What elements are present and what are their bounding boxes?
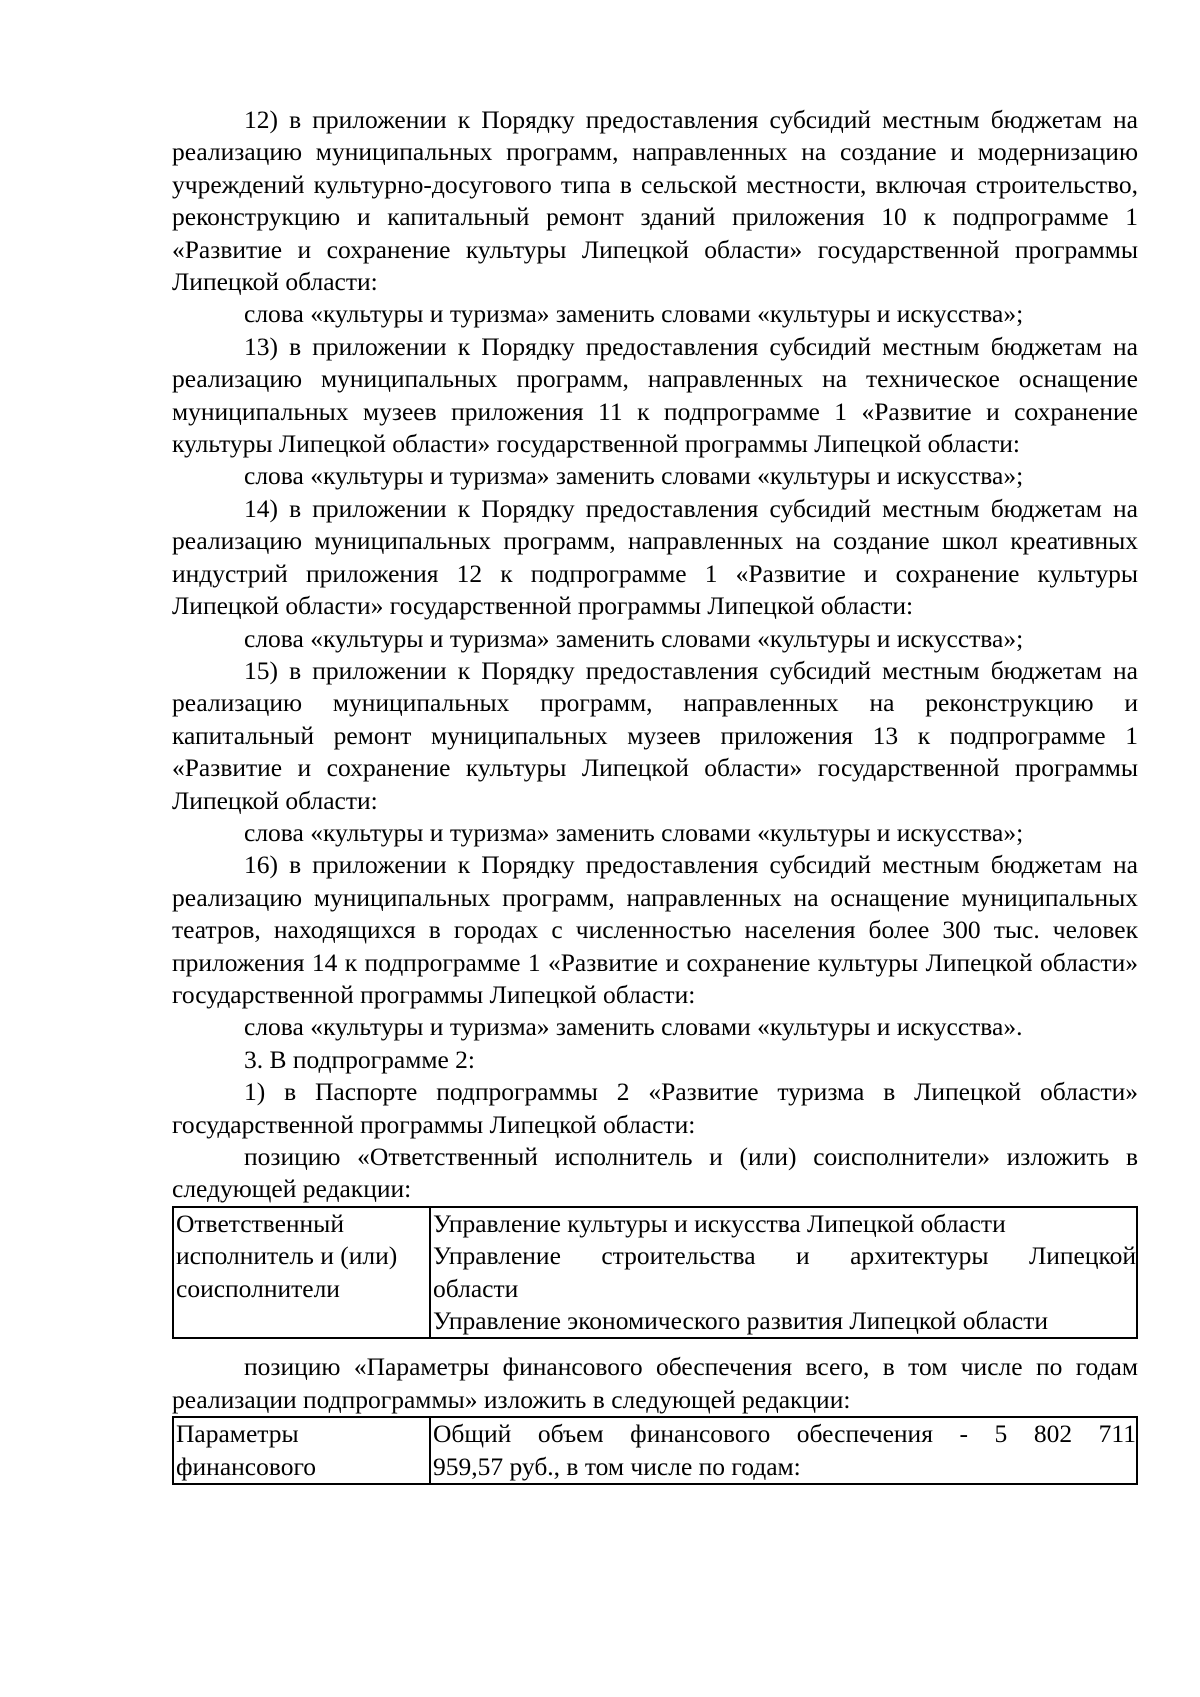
paragraph-section-3: 3. В подпрограмме 2: bbox=[244, 1044, 475, 1074]
cell-line: Управление экономического развития Липецкой области bbox=[433, 1306, 1049, 1336]
cell-line: области bbox=[433, 1273, 519, 1303]
table-row bbox=[173, 1417, 1137, 1484]
paragraph-item-12: 12) в приложении к Порядку предоставления субсидий местным бюджетам на реализацию муниципальных программ, направленных на создание и модернизацию учреждений культурно-досугового типа в сельской местности, включая строительство, реконструкцию и капитальный ремонт зданий приложения 10 к подпрограмме 1 «Развитие и сохранение культуры Липецкой области» государственной программы Липецкой области: bbox=[172, 105, 1138, 297]
cell-line: Управление культуры и искусства Липецкой области bbox=[433, 1208, 1006, 1238]
table-row bbox=[173, 1207, 1137, 1339]
financing-table bbox=[172, 1416, 1138, 1485]
table-cell-label bbox=[173, 1417, 430, 1484]
responsible-executor-table bbox=[172, 1206, 1138, 1340]
table-cell-value bbox=[430, 1207, 1137, 1339]
paragraph-subitem-1: 1) в Паспорте подпрограммы 2 «Развитие туризма в Липецкой области» государственной программы Липецкой области: bbox=[172, 1077, 1138, 1139]
spacer bbox=[172, 1339, 1138, 1351]
cell-line: финансового bbox=[176, 1451, 317, 1481]
paragraph-position-financing: позицию «Параметры финансового обеспечения всего, в том числе по годам реализации подпрограммы» изложить в следующей редакции: bbox=[172, 1352, 1138, 1414]
paragraph-replace-words: слова «культуры и туризма» заменить словами «культуры и искусства»; bbox=[244, 817, 1024, 847]
paragraph-item-15: 15) в приложении к Порядку предоставления субсидий местным бюджетам на реализацию муниципальных программ, направленных на реконструкцию и капитальный ремонт муниципальных музеев приложения 13 к подпрограмме 1 «Развитие и сохранение культуры Липецкой области» государственной программы Липецкой области: bbox=[172, 655, 1138, 815]
paragraph-item-16: 16) в приложении к Порядку предоставления субсидий местным бюджетам на реализацию муниципальных программ, направленных на оснащение муниципальных театров, находящихся в городах с численностью населения более 300 тыс. человек приложения 14 к подпрограмме 1 «Развитие и сохранение культуры Липецкой области» государственной программы Липецкой области: bbox=[172, 850, 1138, 1009]
table-cell-label bbox=[173, 1207, 430, 1339]
table-cell-value bbox=[430, 1417, 1137, 1484]
document-page bbox=[172, 104, 1138, 1485]
cell-line: Параметры bbox=[176, 1419, 299, 1449]
cell-line: Ответственный bbox=[176, 1208, 344, 1238]
paragraph-replace-words: слова «культуры и туризма» заменить словами «культуры и искусства»; bbox=[244, 299, 1024, 329]
cell-line: соисполнители bbox=[176, 1273, 340, 1303]
paragraph-item-14: 14) в приложении к Порядку предоставления субсидий местным бюджетам на реализацию муниципальных программ, направленных на создание школ креативных индустрий приложения 12 к подпрограмме 1 «Развитие и сохранение культуры Липецкой области» государственной программы Липецкой области: bbox=[172, 493, 1138, 621]
paragraph-item-13: 13) в приложении к Порядку предоставления субсидий местным бюджетам на реализацию муниципальных программ, направленных на техническое оснащение муниципальных музеев приложения 11 к подпрограмме 1 «Развитие и сохранение культуры Липецкой области» государственной программы Липецкой области: bbox=[172, 331, 1138, 459]
paragraph-position-responsible: позицию «Ответственный исполнитель и (или) соисполнители» изложить в следующей редакции: bbox=[172, 1142, 1138, 1204]
paragraph-replace-words: слова «культуры и туризма» заменить словами «культуры и искусства»; bbox=[244, 623, 1024, 653]
cell-line: Управление строительства и архитектуры Липецкой bbox=[433, 1241, 1136, 1271]
cell-line: Общий объем финансового обеспечения - 5 802 711 bbox=[433, 1419, 1136, 1449]
cell-line: исполнитель и (или) bbox=[176, 1241, 398, 1271]
cell-line: 959,57 руб., в том числе по годам: bbox=[433, 1451, 801, 1481]
paragraph-replace-words: слова «культуры и туризма» заменить словами «культуры и искусства»; bbox=[244, 461, 1024, 491]
paragraph-replace-words: слова «культуры и туризма» заменить словами «культуры и искусства». bbox=[244, 1012, 1023, 1042]
